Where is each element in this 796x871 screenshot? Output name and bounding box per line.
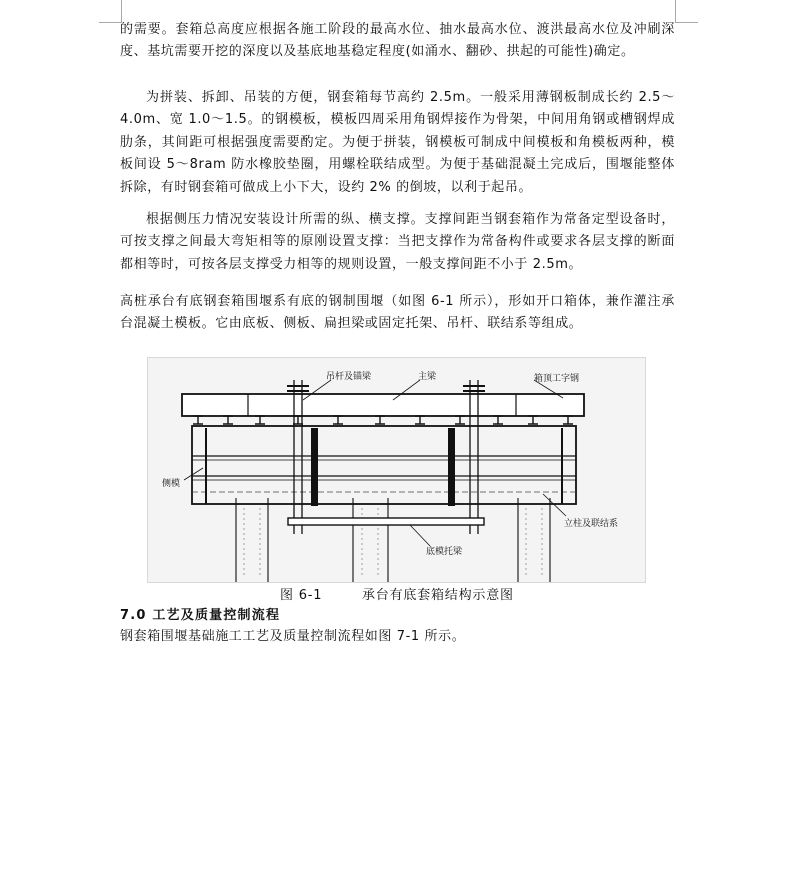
post-right	[448, 428, 455, 506]
paragraph-formwork-assembly: 为拼装、拆卸、吊装的方便，钢套箱每节高约 2.5m。一般采用薄钢板制成长约 2.5～4.0m、宽 1.0～1.5。的钢模板，模板四周采用角钢焊接作为骨架，中间用角钢或槽钢焊成肋条，其间距可根据强度需要酌定。为便于拼装，钢模板可制成中间模板和角模板两种，模板间设 5～8ram 防水橡胶垫圈，用螺栓联结成型。为便于基础混凝土完成后，围堰能整体拆除，有时钢套箱可做成上小下大，设约 2% 的倒坡，以利于起吊。	[120, 90, 675, 195]
pile-right	[518, 498, 550, 582]
label-main-beam: 主梁	[418, 372, 437, 382]
figure-caption-title: 承台有底套箱结构示意图	[362, 588, 514, 603]
label-column-bracing: 立柱及联结系	[564, 519, 619, 529]
paragraph-bottomed-cofferdam: 高桩承台有底钢套箱围堰系有底的钢制围堰（如图 6-1 所示），形如开口箱体，兼作灌注承台混凝土模板。它由底板、侧板、扁担梁或固定托架、吊杆、联结系等组成。	[120, 294, 675, 332]
label-hanger-anchor: 吊杆及锚梁	[326, 372, 372, 382]
label-side-form: 侧模	[162, 479, 181, 489]
paragraph-process-flow: 钢套箱围堰基础施工工艺及质量控制流程如图 7-1 所示。	[120, 629, 466, 644]
page-corner-mark-left	[99, 0, 122, 23]
figure-caption-number: 图 6-1	[280, 588, 323, 603]
bottom-support-beam	[288, 518, 484, 525]
figure-6-1-cofferdam-diagram	[147, 357, 646, 583]
post-left	[311, 428, 318, 506]
section-heading: 7.0 工艺及质量控制流程	[120, 608, 281, 623]
main-beam	[182, 394, 584, 416]
top-i-beams	[193, 416, 573, 424]
pile-left	[236, 498, 268, 582]
piles	[236, 498, 550, 582]
cofferdam-structure-svg	[148, 358, 645, 582]
label-bottom-support-beam: 底模托梁	[426, 547, 463, 557]
pile-middle	[353, 498, 388, 582]
page-corner-mark-right	[675, 0, 698, 23]
paragraph-height-requirements: 的需要。套箱总高度应根据各施工阶段的最高水位、抽水最高水位、渡洪最高水位及冲刷深度、基坑需要开挖的深度以及基底地基稳定程度(如涌水、翻砂、拱起的可能性)确定。	[120, 22, 675, 60]
figure-caption	[280, 586, 514, 606]
paragraph-bracing: 根据侧压力情况安装设计所需的纵、横支撑。支撑间距当钢套箱作为常备定型设备时，可按支撑之间最大弯矩相等的原刚设置支撑：当把支撑作为常备构件或要求各层支撑的断面都相等时，可按各层支撑受力相等的规则设置，一般支撑间距不小于 2.5m。	[120, 212, 675, 272]
label-top-i-beam: 箱顶工字钢	[534, 374, 580, 384]
